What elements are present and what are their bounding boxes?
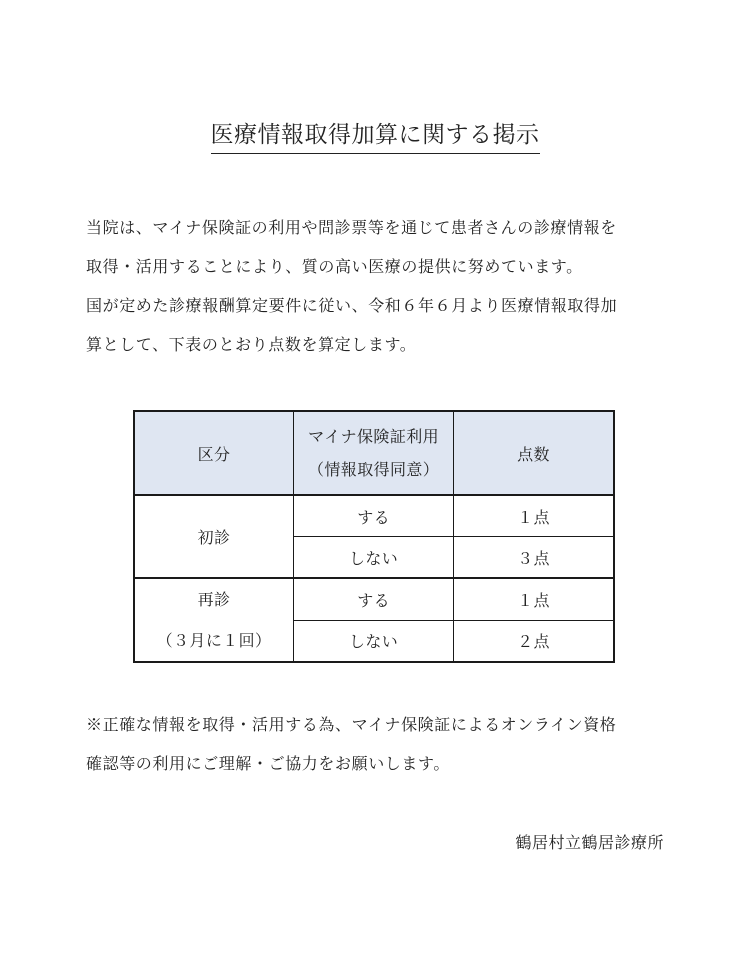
points-cell: ３点 [454, 537, 614, 579]
usage-cell: しない [294, 537, 454, 579]
category-first-visit: 初診 [134, 495, 294, 578]
points-table [133, 410, 615, 663]
points-cell: ２点 [454, 620, 614, 662]
header-mynacard [294, 411, 454, 495]
usage-cell: しない [294, 620, 454, 662]
points-cell: １点 [454, 495, 614, 537]
intro-line: 国が定めた診療報酬算定要件に従い、令和６年６月より医療情報取得加 [86, 296, 618, 315]
category-revisit-label: 再診 [197, 590, 231, 609]
header-mynacard-line1: マイナ保険証利用 [308, 427, 440, 446]
clinic-name: 鶴居村立鶴居診療所 [515, 833, 664, 852]
header-category: 区分 [134, 411, 294, 495]
note-line: 確認等の利用にご理解・ご協力をお願いします。 [86, 754, 450, 773]
note-line: ※正確な情報を取得・活用する為、マイナ保険証によるオンライン資格 [86, 715, 617, 734]
table-row [134, 578, 614, 620]
table-header-row [134, 411, 614, 495]
intro-line: 算として、下表のとおり点数を算定します。 [86, 335, 417, 354]
usage-cell: する [294, 578, 454, 620]
header-mynacard-line2: （情報取得同意） [308, 460, 440, 479]
notice-title [0, 118, 750, 154]
category-revisit-note: （３月に１回） [156, 631, 272, 650]
intro-paragraph [86, 208, 676, 364]
category-revisit [134, 578, 294, 662]
notice-title-text: 医療情報取得加算に関する掲示 [211, 118, 540, 154]
note-paragraph [86, 705, 676, 783]
points-cell: １点 [454, 578, 614, 620]
usage-cell: する [294, 495, 454, 537]
intro-line: 当院は、マイナ保険証の利用や問診票等を通じて患者さんの診療情報を [86, 218, 617, 237]
intro-line: 取得・活用することにより、質の高い医療の提供に努めています。 [86, 257, 583, 276]
header-points: 点数 [454, 411, 614, 495]
table-row [134, 495, 614, 537]
